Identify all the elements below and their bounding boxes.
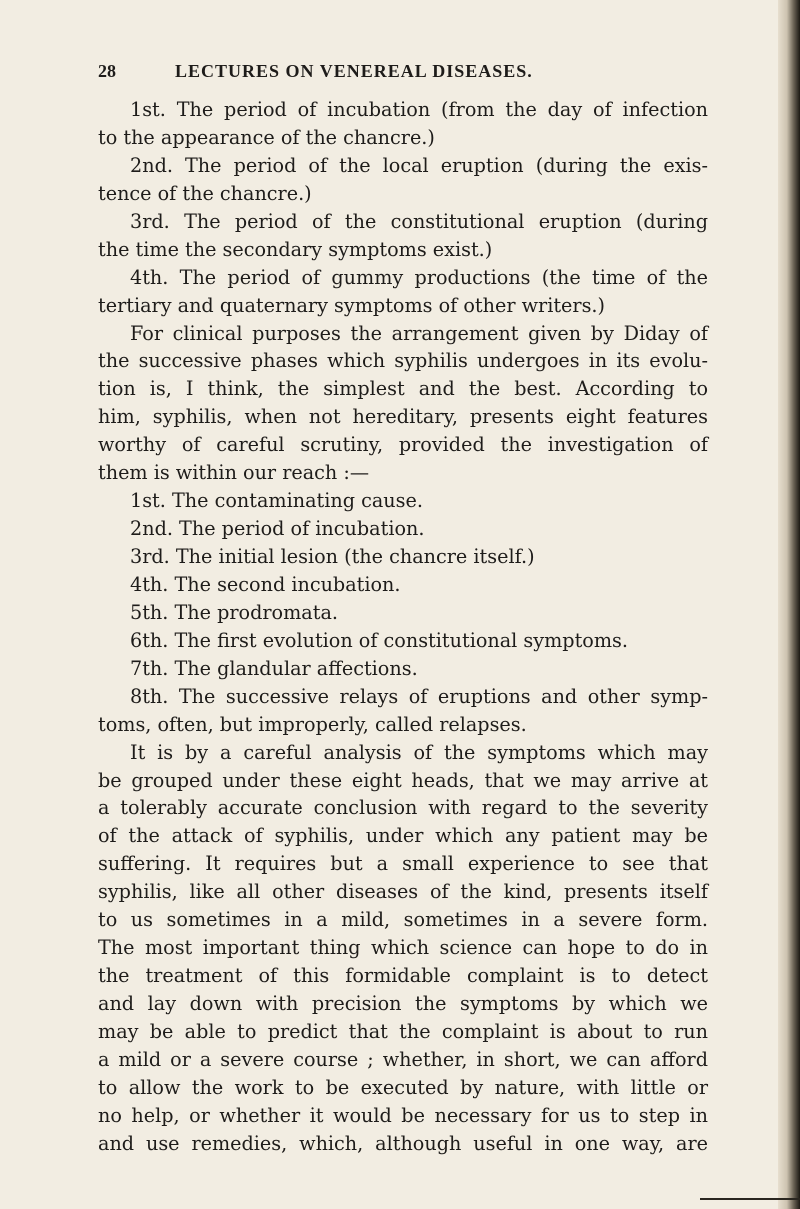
text-line: a tolerably accurate conclusion with regard to the severity — [98, 796, 708, 820]
text-line: 4th. The second incubation. — [130, 572, 401, 596]
text-line: 3rd. The period of the constitutional eruption (during — [130, 209, 708, 233]
body-text — [98, 96, 708, 1158]
text-line: 5th. The prodromata. — [130, 600, 338, 624]
text-line: the time the secondary symptoms exist.) — [98, 237, 493, 261]
text-line: may be able to predict that the complaint is about to run — [98, 1019, 708, 1043]
text-line: and lay down with precision the symptoms by which we — [98, 992, 708, 1015]
text-line: 8th. The successive relays of eruptions and other symp- — [130, 684, 708, 708]
text-line: the treatment of this formidable complaint is to detect — [98, 964, 708, 988]
text-line: 3rd. The initial lesion (the chancre itself.) — [130, 545, 535, 568]
text-line: be grouped under these eight heads, that we may arrive at — [98, 768, 708, 792]
text-line: no help, or whether it would be necessary for us to step in — [98, 1103, 708, 1127]
text-line: 2nd. The period of incubation. — [130, 517, 425, 541]
text-line: worthy of careful scrutiny, provided the investigation of — [98, 433, 708, 457]
text-line: It is by a careful analysis of the symptoms which may — [130, 740, 708, 764]
text-line: to the appearance of the chancre.) — [98, 125, 435, 149]
text-line: 6th. The first evolution of constitutional symptoms. — [130, 628, 628, 652]
text-line: tence of the chancre.) — [98, 181, 312, 205]
text-line: 2nd. The period of the local eruption (during the exis- — [130, 153, 708, 177]
text-line: tion is, I think, the simplest and the best. According to — [98, 377, 708, 401]
text-line: 1st. The contaminating cause. — [130, 489, 423, 513]
page-edge-shadow — [778, 0, 800, 1209]
text-line: 7th. The glandular affections. — [130, 656, 418, 680]
text-line: the successive phases which syphilis undergoes in its evolu- — [98, 349, 708, 373]
text-line: a mild or a severe course ; whether, in short, we can afford — [98, 1047, 708, 1071]
text-line: syphilis, like all other diseases of the kind, presents itself — [98, 880, 708, 904]
text-line: and use remedies, which, although useful in one way, are — [98, 1131, 708, 1155]
text-line: to allow the work to be executed by nature, with little or — [98, 1075, 708, 1099]
page-number: 28 — [98, 61, 116, 81]
text-line: of the attack of syphilis, under which any patient may be — [98, 824, 708, 848]
text-line: them is within our reach :— — [98, 461, 370, 485]
text-line: toms, often, but improperly, called relapses. — [98, 712, 527, 736]
text-line: The most important thing which science can hope to do in — [98, 936, 708, 960]
text-line: him, syphilis, when not hereditary, presents eight features — [98, 405, 708, 429]
text-line: 4th. The period of gummy productions (the time of the — [130, 265, 708, 289]
running-title: LECTURES ON VENEREAL DISEASES. — [175, 61, 533, 81]
bottom-rule — [700, 1198, 800, 1200]
text-line: For clinical purposes the arrangement given by Diday of — [130, 321, 708, 345]
text-line: tertiary and quaternary symptoms of other writers.) — [98, 293, 606, 317]
text-line: 1st. The period of incubation (from the day of infection — [130, 98, 708, 121]
text-line: to us sometimes in a mild, sometimes in a severe form. — [98, 908, 708, 932]
text-line: suffering. It requires but a small experience to see that — [98, 852, 708, 876]
